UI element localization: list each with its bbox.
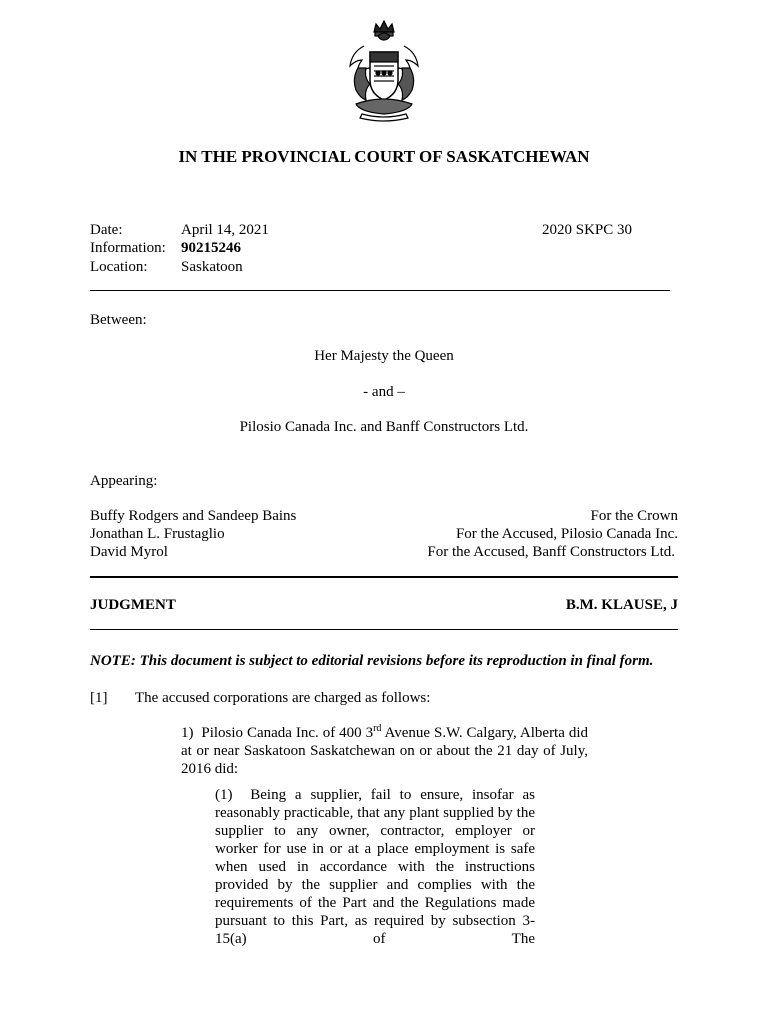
location-value: Saskatoon xyxy=(181,259,243,275)
judge-name: B.M. KLAUSE, J xyxy=(565,597,678,613)
coat-of-arms-icon xyxy=(344,18,424,122)
citation: 2020 SKPC 30 xyxy=(542,222,633,238)
between-label: Between: xyxy=(90,312,147,328)
editorial-note: NOTE: This document is subject to editorial revisions before its reproduction in final form. xyxy=(90,653,654,669)
meta-divider xyxy=(90,290,670,291)
judgment-rule-top xyxy=(90,576,678,578)
paragraph-number: [1] xyxy=(90,690,108,706)
charge-text xyxy=(181,724,588,778)
ordinal-suffix: rd xyxy=(373,723,382,734)
party-separator: - and – xyxy=(363,384,405,400)
paragraph-text: The accused corporations are charged as follows: xyxy=(135,690,431,706)
counsel-role: For the Accused, Pilosio Canada Inc. xyxy=(455,526,678,542)
court-title: IN THE PROVINCIAL COURT OF SASKATCHEWAN xyxy=(178,147,590,166)
defendant: Pilosio Canada Inc. and Banff Constructors Ltd. xyxy=(239,419,529,435)
plaintiff: Her Majesty the Queen xyxy=(314,348,454,364)
information-value: 90215246 xyxy=(181,240,241,256)
counsel-role: For the Crown xyxy=(590,508,678,524)
counsel-role: For the Accused, Banff Constructors Ltd. xyxy=(427,544,675,560)
location-label: Location: xyxy=(90,259,148,275)
judgment-label: JUDGMENT xyxy=(90,597,176,613)
charge-text-part2: Avenue S.W. Calgary, Alberta did at or near Saskatoon Saskatchewan on or about the 21 day of July, 2016 did: xyxy=(181,725,588,777)
location-row xyxy=(90,258,650,277)
judgment-rule-bottom xyxy=(90,629,678,630)
counsel-name: Jonathan L. Frustaglio xyxy=(90,526,225,542)
coat-of-arms xyxy=(344,18,424,122)
counsel-name: Buffy Rodgers and Sandeep Bains xyxy=(90,508,297,524)
charge-subsection: (1) Being a supplier, fail to ensure, insofar as reasonably practicable, that any plant supplied by the supplier to any owner, contractor, employer or worker for use in or at a place employment is safe when used in accordance with the instructions provided by the supplier and complies with the requirements of the Part and the Regulations made pursuant to this Part, as required by subsection 3-15(a) of The xyxy=(215,787,535,947)
counsel-row xyxy=(90,525,678,544)
information-label: Information: xyxy=(90,240,166,256)
counsel-name: David Myrol xyxy=(90,544,168,560)
charge-text-part1: 1) Pilosio Canada Inc. of 400 3 xyxy=(181,725,374,741)
counsel-row xyxy=(90,507,678,526)
date-value: April 14, 2021 xyxy=(181,222,269,238)
information-row xyxy=(90,239,650,258)
appearing-label: Appearing: xyxy=(90,473,158,489)
counsel-row xyxy=(90,543,678,562)
date-label: Date: xyxy=(90,222,123,238)
